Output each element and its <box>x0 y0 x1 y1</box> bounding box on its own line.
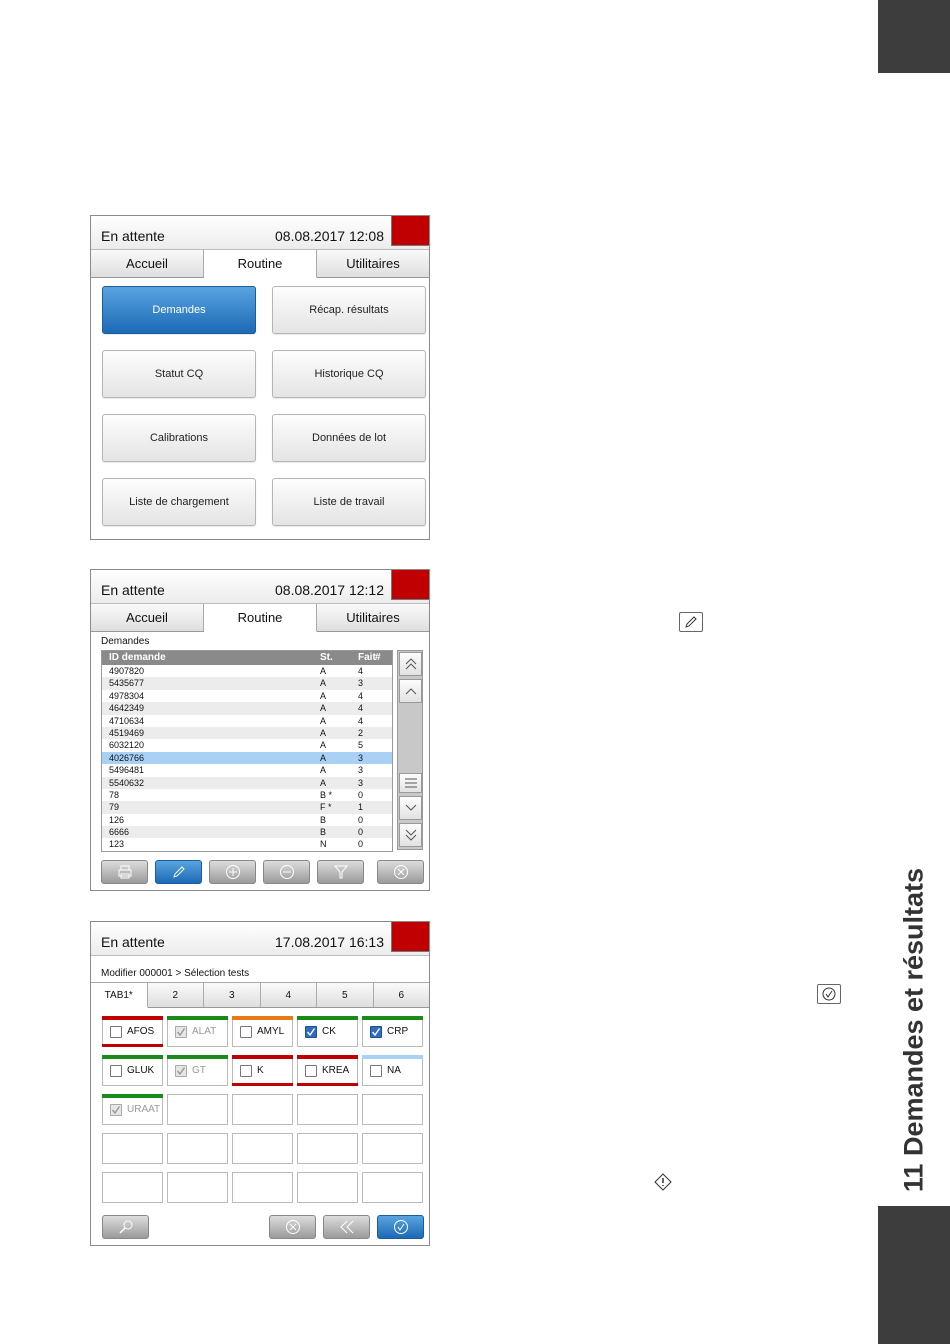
empty-test-cell <box>102 1133 163 1164</box>
liste-de-travail-button[interactable]: Liste de travail <box>272 478 426 526</box>
edit-button[interactable] <box>155 860 202 884</box>
tab-4[interactable]: 4 <box>261 982 318 1007</box>
test-name: CRP <box>387 1026 409 1037</box>
demandes-button[interactable]: Demandes <box>102 286 256 334</box>
test-cell-gluk[interactable] <box>102 1055 163 1086</box>
filter-icon <box>333 864 349 880</box>
filter-button[interactable] <box>317 860 364 884</box>
confirm-icon <box>817 984 841 1004</box>
table-row[interactable] <box>102 838 392 850</box>
row-id: 5496481 <box>109 765 145 776</box>
test-checkbox[interactable] <box>370 1065 382 1077</box>
row-status: A <box>320 727 327 738</box>
empty-test-cell <box>297 1133 358 1164</box>
table-row[interactable] <box>102 702 392 714</box>
grip-icon <box>404 777 418 789</box>
list-header <box>102 651 392 665</box>
confirm-button[interactable] <box>377 1215 424 1239</box>
row-id: 79 <box>109 802 120 813</box>
table-row[interactable] <box>102 677 392 689</box>
test-cell-alat[interactable] <box>167 1016 228 1047</box>
statut-cq-button[interactable]: Statut CQ <box>102 350 256 398</box>
main-tabs <box>91 250 429 278</box>
test-name: K <box>257 1065 264 1076</box>
add-button[interactable] <box>209 860 256 884</box>
chapter-tab-bottom <box>878 1206 950 1344</box>
selection-toolbar <box>91 1209 429 1245</box>
table-row[interactable] <box>102 727 392 739</box>
search-icon <box>118 1219 134 1235</box>
print-button[interactable] <box>101 860 148 884</box>
row-done: 1 <box>358 802 364 813</box>
scroll-up-button[interactable] <box>399 679 422 703</box>
row-status: A <box>320 678 327 689</box>
test-color-bar <box>102 1016 163 1020</box>
row-done: 0 <box>358 814 364 825</box>
breadcrumb: Modifier 000001 > Sélection tests <box>101 968 250 979</box>
alarm-button[interactable] <box>391 216 429 246</box>
row-id: 4978304 <box>109 690 145 701</box>
test-cell-krea[interactable] <box>297 1055 358 1086</box>
tab-accueil[interactable]: Accueil <box>91 250 204 277</box>
empty-test-cell <box>362 1133 423 1164</box>
edit-icon <box>679 612 703 632</box>
row-done: 0 <box>358 839 364 850</box>
tab-1[interactable]: TAB1* <box>91 982 148 1008</box>
test-checkbox <box>175 1065 187 1077</box>
main-tabs <box>91 604 429 632</box>
row-id: 126 <box>109 814 125 825</box>
test-name: NA <box>387 1065 401 1076</box>
column-status[interactable]: St. <box>320 652 333 663</box>
row-id: 4907820 <box>109 666 145 676</box>
test-name: GLUK <box>127 1065 155 1076</box>
chapter-tab-top <box>878 0 950 73</box>
test-checkbox[interactable] <box>370 1026 382 1038</box>
row-status: A <box>320 715 327 726</box>
table-row[interactable] <box>102 814 392 826</box>
status-bar <box>91 216 429 250</box>
test-name: CK <box>322 1026 336 1037</box>
test-name: URAAT <box>127 1104 161 1115</box>
cancel-button[interactable] <box>377 860 424 884</box>
empty-test-cell <box>362 1172 423 1203</box>
row-done: 0 <box>358 827 364 838</box>
empty-test-cell <box>167 1094 228 1125</box>
table-row[interactable] <box>102 665 392 677</box>
test-cell-gt[interactable] <box>167 1055 228 1086</box>
empty-test-cell <box>102 1172 163 1203</box>
test-color-bar <box>232 1016 293 1020</box>
edit-icon <box>172 865 186 879</box>
test-cell-afos[interactable] <box>102 1016 163 1047</box>
row-done: 4 <box>358 703 364 714</box>
test-name: AMYL <box>257 1026 285 1037</box>
row-done: 3 <box>358 752 364 763</box>
row-id: 5435677 <box>109 678 145 689</box>
row-status: A <box>320 666 327 676</box>
back-button[interactable] <box>323 1215 370 1239</box>
double-chevron-down-icon <box>404 828 418 842</box>
test-color-bar <box>297 1055 358 1059</box>
tab-routine[interactable]: Routine <box>204 604 317 632</box>
table-row[interactable] <box>102 715 392 727</box>
column-done[interactable]: Fait <box>358 652 376 663</box>
empty-test-cell <box>232 1172 293 1203</box>
test-color-bar <box>362 1016 423 1020</box>
check-icon <box>111 1105 121 1115</box>
test-name: AFOS <box>127 1026 155 1037</box>
check-icon <box>176 1066 186 1076</box>
test-color-bar <box>167 1016 228 1020</box>
tab-utilitaires[interactable]: Utilitaires <box>317 250 429 277</box>
row-done: 4 <box>358 666 364 676</box>
double-chevron-up-icon <box>404 657 418 671</box>
scroll-down-button[interactable] <box>399 796 422 820</box>
test-color-bar-bottom <box>102 1044 163 1047</box>
scrollbar[interactable] <box>397 650 423 850</box>
test-color-bar <box>362 1055 423 1059</box>
remove-icon <box>279 864 295 880</box>
check-icon <box>306 1027 316 1037</box>
test-cell-amyl[interactable] <box>232 1016 293 1047</box>
row-status: A <box>320 703 327 714</box>
test-checkbox[interactable] <box>240 1065 252 1077</box>
status-text: En attente <box>101 934 165 950</box>
test-color-bar <box>102 1055 163 1059</box>
routine-screen <box>90 215 430 540</box>
table-row[interactable] <box>102 801 392 813</box>
scroll-top-button[interactable] <box>399 652 422 676</box>
start-icon <box>651 1172 675 1192</box>
row-id: 4026766 <box>109 752 145 763</box>
cancel-icon <box>393 864 409 880</box>
test-checkbox[interactable] <box>110 1065 122 1077</box>
datetime: 08.08.2017 12:12 <box>275 582 384 598</box>
row-status: A <box>320 740 327 751</box>
row-done: 4 <box>358 690 364 701</box>
donnees-de-lot-button[interactable]: Données de lot <box>272 414 426 462</box>
tab-routine[interactable]: Routine <box>204 250 317 278</box>
row-id: 4519469 <box>109 727 145 738</box>
test-color-bar <box>232 1055 293 1059</box>
row-status: A <box>320 752 327 763</box>
row-status: B * <box>320 789 333 800</box>
remove-button[interactable] <box>263 860 310 884</box>
empty-test-cell <box>362 1094 423 1125</box>
row-status: B <box>320 827 327 838</box>
test-cell-k[interactable] <box>232 1055 293 1086</box>
empty-test-cell <box>167 1133 228 1164</box>
test-cell-crp[interactable] <box>362 1016 423 1047</box>
row-id: 78 <box>109 789 120 800</box>
status-text: En attente <box>101 582 165 598</box>
demandes-toolbar <box>91 854 429 890</box>
tab-utilitaires[interactable]: Utilitaires <box>317 604 429 631</box>
column-id[interactable]: ID demande <box>109 652 166 663</box>
demandes-list[interactable] <box>101 650 393 852</box>
test-cell-uraat[interactable] <box>102 1094 163 1125</box>
tab-2[interactable]: 2 <box>148 982 205 1007</box>
double-chevron-left-icon <box>339 1220 355 1234</box>
status-bar <box>91 922 429 956</box>
test-checkbox[interactable] <box>240 1026 252 1038</box>
table-row[interactable] <box>102 789 392 801</box>
test-cell-ck[interactable] <box>297 1016 358 1047</box>
test-name: ALAT <box>192 1026 217 1037</box>
row-done: 4 <box>358 715 364 726</box>
row-id: 4710634 <box>109 715 145 726</box>
chevron-up-icon <box>404 684 418 698</box>
recap-resultats-button[interactable]: Récap. résultats <box>272 286 426 334</box>
row-done: 3 <box>358 765 364 776</box>
check-icon <box>176 1027 186 1037</box>
cancel-icon <box>285 1219 301 1235</box>
cancel-button[interactable] <box>269 1215 316 1239</box>
datetime: 08.08.2017 12:08 <box>275 228 384 244</box>
row-done: 2 <box>358 727 364 738</box>
test-name: GT <box>192 1065 206 1076</box>
test-color-bar <box>102 1094 163 1098</box>
test-color-bar <box>167 1055 228 1059</box>
table-row[interactable] <box>102 777 392 789</box>
test-color-bar-bottom <box>297 1083 358 1086</box>
row-status: N <box>320 839 327 850</box>
scroll-bottom-button[interactable] <box>399 823 422 847</box>
empty-test-cell <box>232 1094 293 1125</box>
print-icon <box>117 865 133 879</box>
check-icon <box>371 1027 381 1037</box>
row-status: A <box>320 765 327 776</box>
test-checkbox[interactable] <box>110 1026 122 1038</box>
table-row[interactable] <box>102 764 392 776</box>
routine-menu <box>91 278 429 540</box>
table-row[interactable] <box>102 752 392 764</box>
confirm-icon <box>393 1219 409 1235</box>
liste-de-chargement-button[interactable]: Liste de chargement <box>102 478 256 526</box>
row-status: A <box>320 777 327 788</box>
row-id: 123 <box>109 839 125 850</box>
test-color-bar <box>297 1016 358 1020</box>
test-color-bar-bottom <box>232 1083 293 1086</box>
status-bar <box>91 570 429 604</box>
section-label: Demandes <box>101 636 150 647</box>
alarm-button[interactable] <box>391 922 429 952</box>
chevron-down-icon <box>404 801 418 815</box>
demandes-screen <box>90 569 430 891</box>
tab-3[interactable]: 3 <box>204 982 261 1007</box>
calibrations-button[interactable]: Calibrations <box>102 414 256 462</box>
test-tabs <box>91 982 429 1008</box>
row-status: A <box>320 690 327 701</box>
test-checkbox[interactable] <box>305 1065 317 1077</box>
test-selection-screen <box>90 921 430 1246</box>
row-id: 5540632 <box>109 777 145 788</box>
table-row[interactable] <box>102 826 392 838</box>
row-done: 0 <box>358 789 364 800</box>
chapter-title: 11 Demandes et résultats <box>898 867 929 1193</box>
alarm-button[interactable] <box>391 570 429 600</box>
tab-accueil[interactable]: Accueil <box>91 604 204 631</box>
row-status: F * <box>320 802 332 813</box>
row-done: 5 <box>358 740 364 751</box>
row-id: 6032120 <box>109 740 145 751</box>
tab-6[interactable]: 6 <box>374 982 430 1007</box>
add-icon <box>225 864 241 880</box>
table-row[interactable] <box>102 739 392 751</box>
test-checkbox <box>110 1104 122 1116</box>
column-count[interactable]: # <box>375 652 381 663</box>
test-checkbox <box>175 1026 187 1038</box>
empty-test-cell <box>297 1094 358 1125</box>
test-checkbox[interactable] <box>305 1026 317 1038</box>
row-done: 3 <box>358 777 364 788</box>
datetime: 17.08.2017 16:13 <box>275 934 384 950</box>
row-status: B <box>320 814 327 825</box>
historique-cq-button[interactable]: Historique CQ <box>272 350 426 398</box>
test-cell-na[interactable] <box>362 1055 423 1086</box>
empty-test-cell <box>167 1172 228 1203</box>
scroll-thumb[interactable] <box>399 773 422 793</box>
row-id: 6666 <box>109 827 130 838</box>
empty-test-cell <box>232 1133 293 1164</box>
search-button[interactable] <box>102 1215 149 1239</box>
empty-test-cell <box>297 1172 358 1203</box>
row-done: 3 <box>358 678 364 689</box>
tab-5[interactable]: 5 <box>317 982 374 1007</box>
status-text: En attente <box>101 228 165 244</box>
table-row[interactable] <box>102 690 392 702</box>
test-name: KREA <box>322 1065 350 1076</box>
row-id: 4642349 <box>109 703 145 714</box>
